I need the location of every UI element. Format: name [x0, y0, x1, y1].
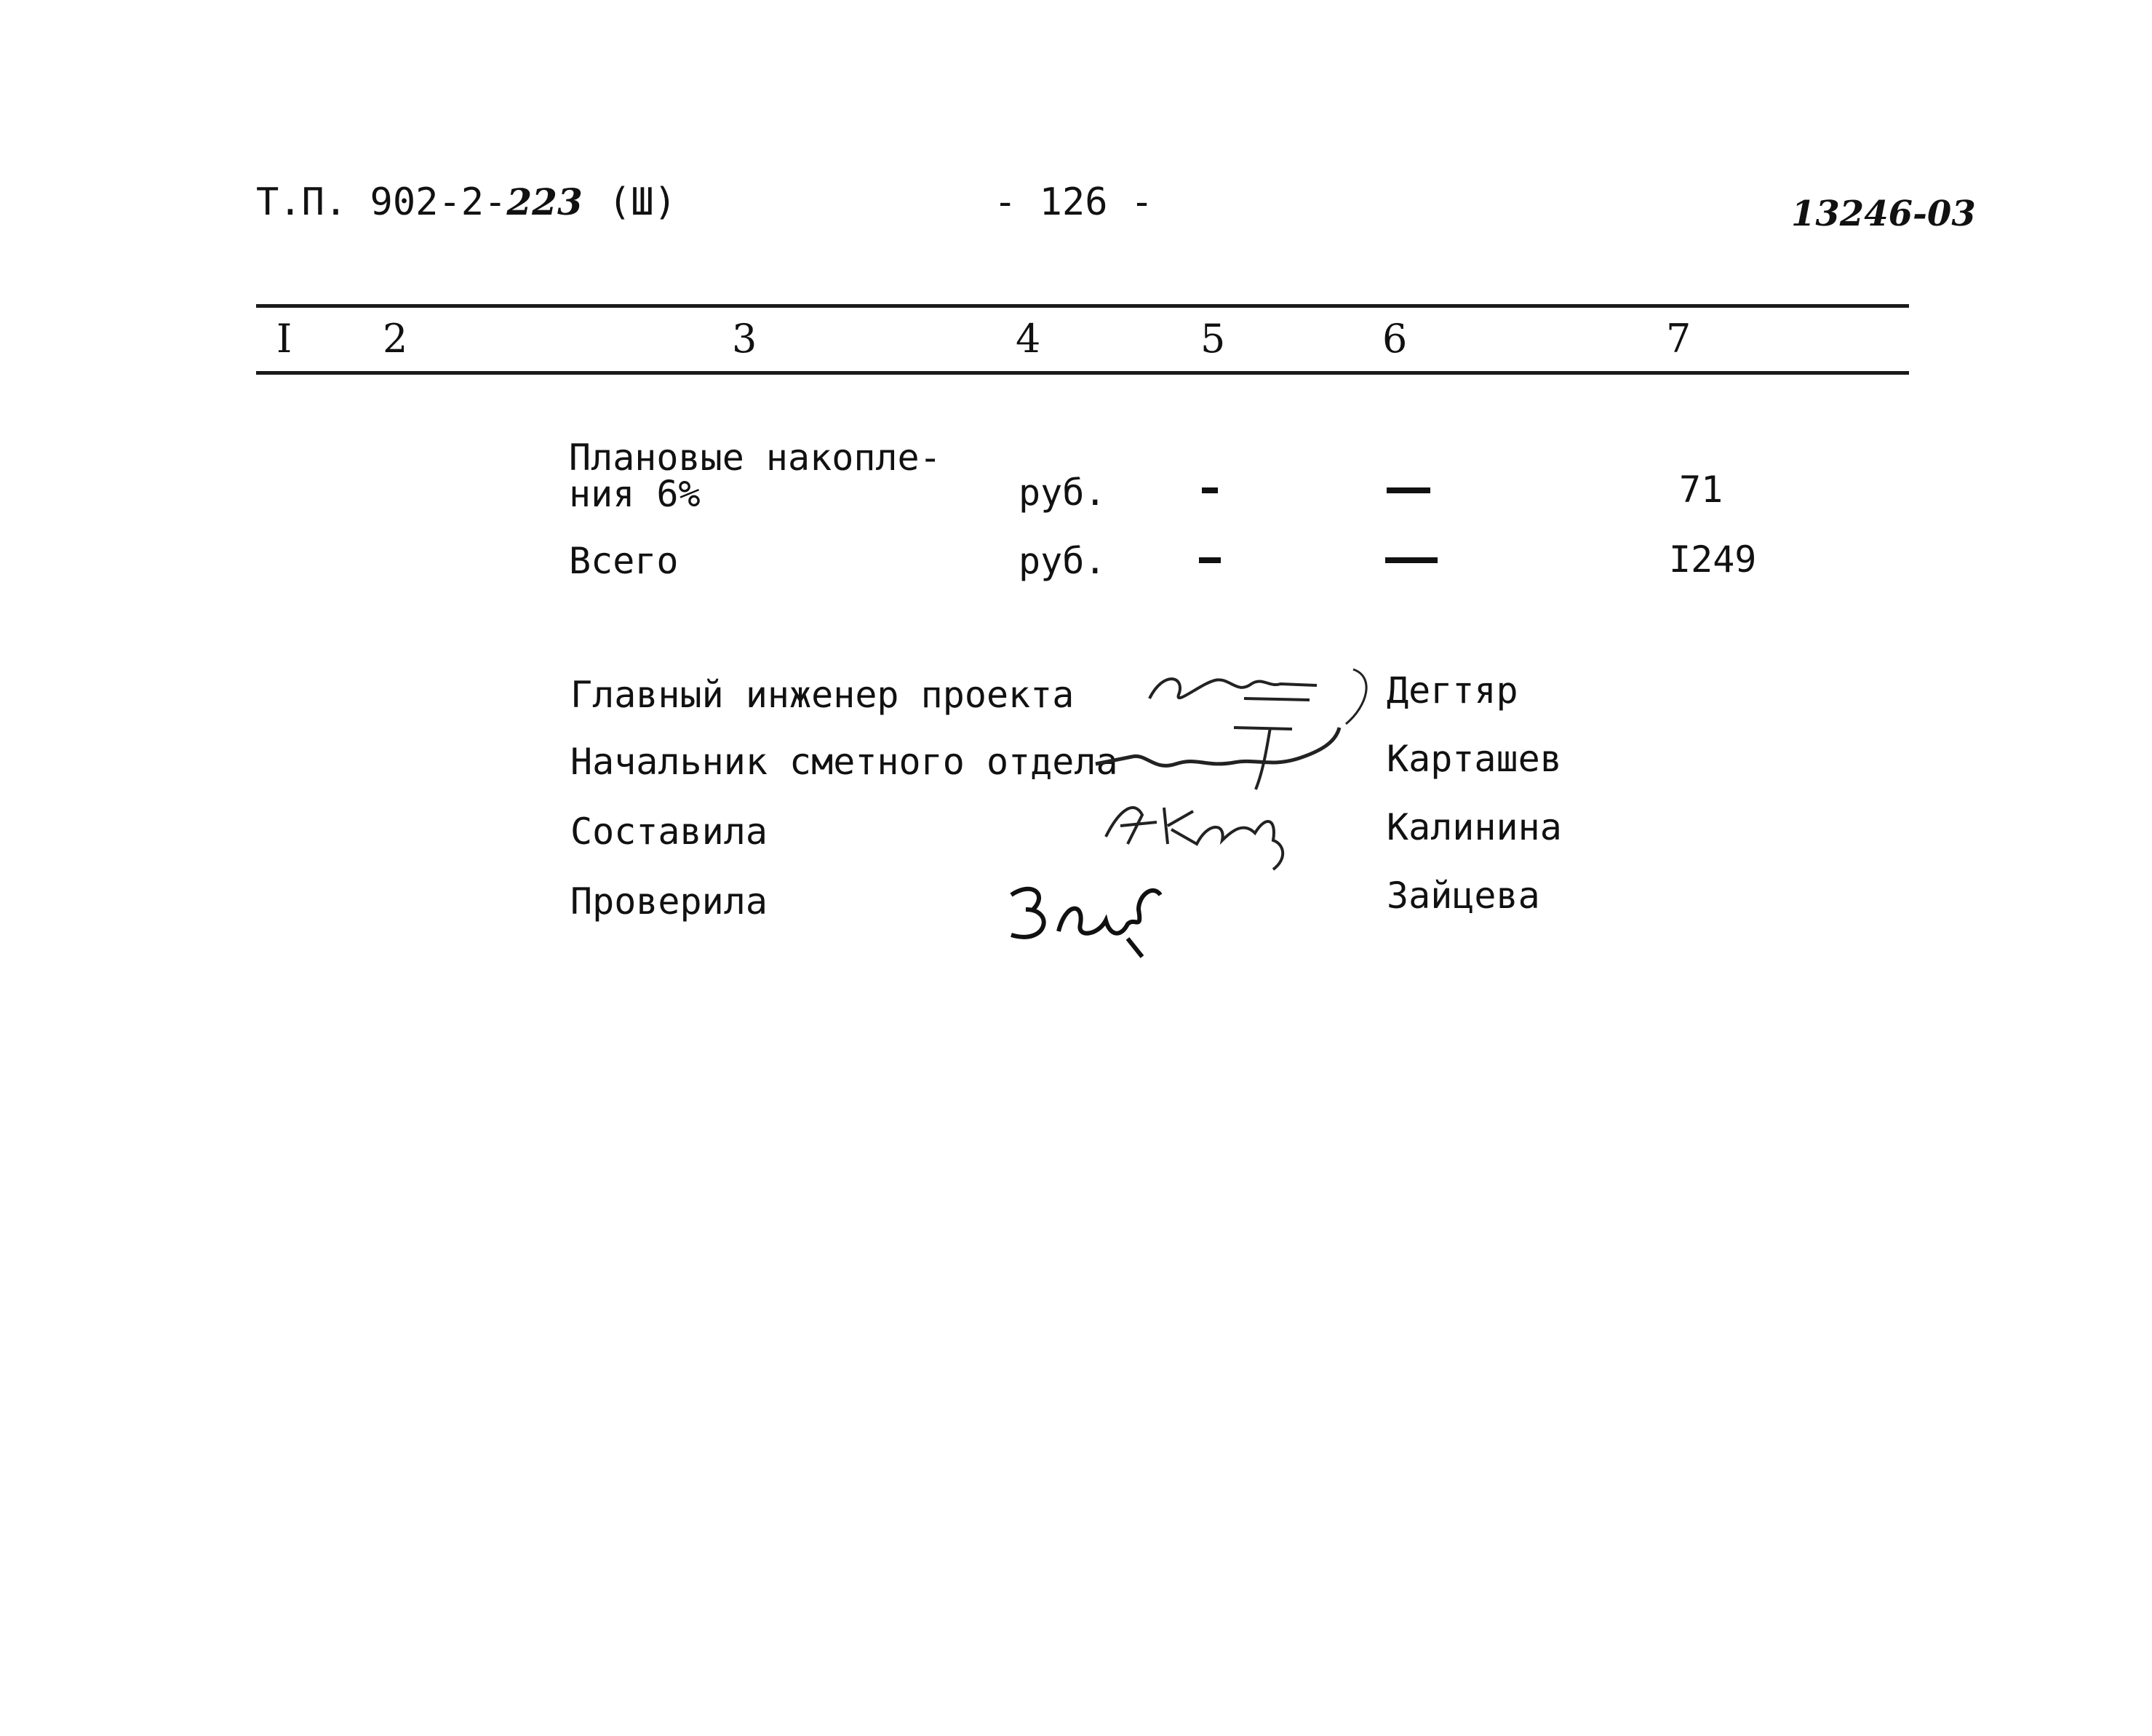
row-col5-dash	[1202, 487, 1218, 493]
column-header-5: 5	[1200, 316, 1226, 362]
document-number-handwritten: 223	[506, 180, 583, 223]
signature-role: Начальник сметного отдела	[570, 741, 1118, 783]
signature-name: Калинина	[1387, 806, 1562, 848]
document-code-prefix: Т.П. 902-2-	[256, 180, 507, 224]
table-top-rule	[256, 304, 1909, 308]
row-name-line2: ния 6%	[569, 473, 701, 515]
row-value: 71	[1679, 469, 1723, 511]
handwritten-signature	[997, 866, 1186, 960]
row-name-line1: Плановые накопле-	[569, 437, 941, 479]
table-header-bottom-rule	[256, 371, 1909, 375]
handwritten-signature	[1099, 779, 1317, 873]
column-header-7: 7	[1666, 316, 1691, 362]
row-col5-dash	[1199, 557, 1221, 563]
signature-role: Проверила	[570, 880, 768, 923]
signature-name: Карташев	[1387, 738, 1562, 780]
signature-role: Главный инженер проекта	[570, 674, 1075, 716]
signature-name: Зайцева	[1387, 875, 1540, 917]
column-header-2: 2	[383, 316, 408, 362]
signature-role: Составила	[570, 811, 768, 853]
row-col6-dash	[1385, 557, 1438, 563]
row-col6-dash	[1387, 487, 1430, 493]
row-name	[569, 437, 941, 515]
row-value: I249	[1669, 538, 1757, 581]
row-unit: руб.	[1019, 540, 1107, 582]
signature-name: Дегтяр	[1387, 669, 1518, 712]
column-header-6: 6	[1382, 316, 1408, 362]
column-header-4: 4	[1016, 316, 1041, 362]
page-number: - 126 -	[994, 180, 1154, 224]
row-name: Всего	[569, 540, 679, 582]
volume-label: (Ш)	[608, 180, 677, 224]
row-unit: руб.	[1019, 471, 1107, 514]
document-code	[256, 180, 583, 224]
column-header-1: I	[276, 316, 292, 362]
column-header-3: 3	[732, 316, 757, 362]
archive-code: 13246-03	[1791, 194, 1976, 234]
